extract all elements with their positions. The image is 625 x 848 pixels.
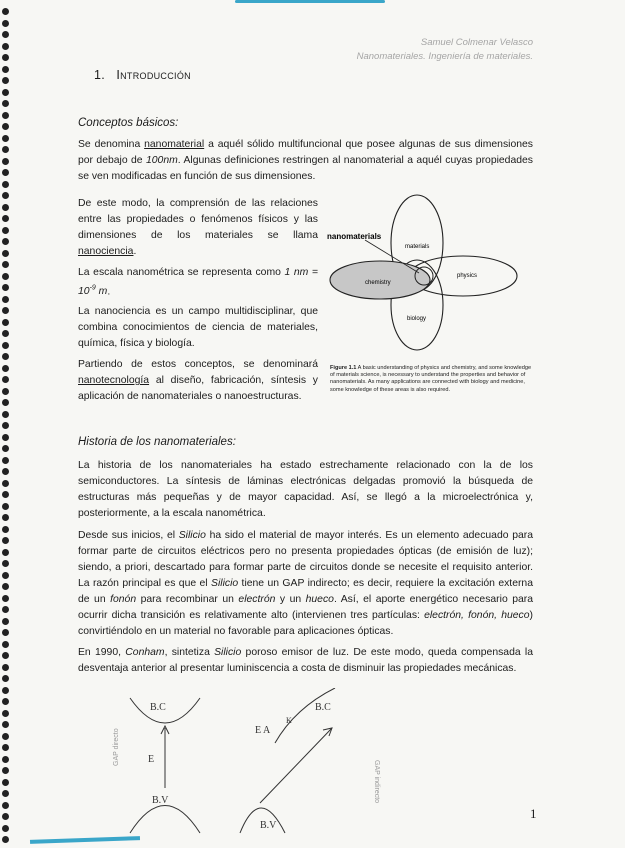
binding-hole xyxy=(2,158,9,165)
binding-hole xyxy=(2,572,9,579)
text-run: En 1990, xyxy=(78,647,126,658)
binding-hole xyxy=(2,744,9,751)
binding-hole xyxy=(2,549,9,556)
exponent: -9 xyxy=(89,285,96,292)
paragraph-nanotecnologia xyxy=(78,357,318,405)
chapter-title-text: Introducción xyxy=(116,68,191,82)
band-gap-sketch xyxy=(110,688,410,838)
text-run: Se denomina xyxy=(78,139,145,150)
binding-hole xyxy=(2,89,9,96)
label-gap-directo: GAP directo xyxy=(113,728,120,766)
binding-hole xyxy=(2,227,9,234)
binding-hole xyxy=(2,526,9,533)
binding-hole xyxy=(2,445,9,452)
binding-hole xyxy=(2,756,9,763)
edge-mark-top xyxy=(235,0,385,3)
binding-hole xyxy=(2,307,9,314)
binding-hole xyxy=(2,411,9,418)
binding-hole xyxy=(2,31,9,38)
text-run: al diseño, fabricación, síntesis y aplicación de nanomateriales o nanoestructuras. xyxy=(78,375,318,402)
binding-hole xyxy=(2,503,9,510)
binding-hole xyxy=(2,652,9,659)
text-run: De este modo, la comprensión de las relaciones entre las propiedades o fenómenos físicos y las dimensiones de los materiales se llama xyxy=(78,198,318,241)
page-header xyxy=(357,36,533,64)
term-silicio: Silicio xyxy=(211,578,239,589)
binding-hole xyxy=(2,836,9,843)
binding-hole xyxy=(2,284,9,291)
header-course: Nanomateriales. Ingeniería de materiales. xyxy=(356,51,533,62)
nanomaterials-diagram xyxy=(325,193,540,353)
term-silicio: Silicio xyxy=(214,647,242,658)
label-bc-direct: B.C xyxy=(150,702,166,713)
text-run: a aquél sólido multifuncional que posee algunas de sus dimensiones por debajo de xyxy=(78,139,533,166)
text-run: . xyxy=(107,286,111,298)
term-fonon: fonón xyxy=(110,594,137,605)
page-number: 1 xyxy=(530,806,537,821)
caption-label: Figure 1.1 xyxy=(330,365,357,371)
binding-hole xyxy=(2,250,9,257)
binding-hole xyxy=(2,273,9,280)
binding-hole xyxy=(2,388,9,395)
paragraph-nanociencia xyxy=(78,196,318,260)
binding-hole xyxy=(2,296,9,303)
text-run: Desde sus inicios, el xyxy=(78,530,179,541)
label-nanomaterials: nanomaterials xyxy=(327,232,382,241)
text-run: tiene un GAP indirecto; es decir, requiere la excitación externa de un xyxy=(78,578,533,605)
binding-hole xyxy=(2,204,9,211)
binding-hole xyxy=(2,77,9,84)
term-nanotecnologia: nanotecnología xyxy=(78,375,150,386)
binding-hole xyxy=(2,135,9,142)
binding-hole xyxy=(2,698,9,705)
binding-hole xyxy=(2,169,9,176)
binding-hole xyxy=(2,422,9,429)
label-physics: physics xyxy=(457,273,478,279)
binding-hole xyxy=(2,767,9,774)
label-bc-indirect: B.C xyxy=(315,702,331,713)
binding-hole xyxy=(2,342,9,349)
paragraph-conham xyxy=(78,645,533,677)
binding-hole xyxy=(2,687,9,694)
label-ea: E A xyxy=(255,725,271,736)
direct-valence-band xyxy=(130,806,200,834)
term-hueco: hueco xyxy=(305,594,334,605)
text-run: Partiendo de estos conceptos, se denominará xyxy=(78,359,318,370)
binding-hole xyxy=(2,365,9,372)
term-electron: electrón xyxy=(238,594,276,605)
binding-hole xyxy=(2,181,9,188)
equation: 1 nm = 10 xyxy=(78,267,319,298)
binding-hole xyxy=(2,66,9,73)
binding-hole xyxy=(2,537,9,544)
label-e-direct: E xyxy=(148,754,155,765)
paragraph-escala xyxy=(78,265,318,300)
binding-hole xyxy=(2,779,9,786)
text-run: La escala nanométrica se representa como xyxy=(78,267,285,278)
section-heading-historia: Historia de los nanomateriales: xyxy=(78,436,236,448)
paragraph-silicio xyxy=(78,528,533,640)
binding-hole xyxy=(2,457,9,464)
text-run: . Así, el aporte energético necesario para ocurrir dicha transición es relativamente alto (intervienen tres partículas: xyxy=(78,594,534,621)
binding-hole xyxy=(2,100,9,107)
label-biology: biology xyxy=(407,316,427,322)
label-materials: materials xyxy=(405,244,430,250)
term-silicio: Silicio xyxy=(178,530,206,541)
binding-hole xyxy=(2,330,9,337)
binding-hole xyxy=(2,583,9,590)
binding-hole xyxy=(2,790,9,797)
binding-hole xyxy=(2,664,9,671)
binding-hole xyxy=(2,54,9,61)
binding-hole xyxy=(2,399,9,406)
binding-hole xyxy=(2,733,9,740)
term-nanomaterial: nanomaterial xyxy=(144,139,205,150)
text-run: ha sido el material de mayor interés. Es un elemento adecuado para formar parte de circuitos eléctricos pero no presenta propiedades ópticas (de emisión de luz); siendo, a priori, descartado para formar parte de circuitos donde se necesite el requisito anterior. La razón principal es que el xyxy=(78,530,533,589)
binding-hole xyxy=(2,514,9,521)
binding-hole xyxy=(2,675,9,682)
binding-hole xyxy=(2,261,9,268)
term-conham: Conham xyxy=(125,647,165,658)
chapter-number: 1. xyxy=(94,68,106,82)
binding-hole xyxy=(2,491,9,498)
text-run: poroso emisor de luz. De este modo, queda compensada la desventaja anterior al presentar luminiscencia a costa de disminuir las propiedades mecánicas. xyxy=(78,647,533,674)
label-bv-direct: B.V xyxy=(152,795,169,806)
unit-m: m xyxy=(95,286,108,298)
paragraph-multidisciplinar: La nanociencia es un campo multidisciplinar, que combina conocimientos de ciencia de materiales, química, física y biología. xyxy=(78,306,318,349)
binding-hole xyxy=(2,238,9,245)
binding-hole xyxy=(2,629,9,636)
binding-hole xyxy=(2,123,9,130)
binding-hole xyxy=(2,112,9,119)
text-run: ) convirtiéndolo en un material no favorable para aplicaciones ópticas. xyxy=(78,610,533,637)
unit-100nm: 100nm xyxy=(145,155,178,166)
label-gap-indirecto: GAP indirecto xyxy=(373,760,380,804)
header-author: Samuel Colmenar Velasco xyxy=(420,37,533,48)
binding-hole xyxy=(2,43,9,50)
binding-hole xyxy=(2,353,9,360)
binding-hole xyxy=(2,146,9,153)
text-run: para recombinar un xyxy=(136,594,239,605)
binding-hole xyxy=(2,319,9,326)
section-heading-conceptos: Conceptos básicos: xyxy=(78,117,179,129)
spiral-binding xyxy=(0,0,14,848)
binding-hole xyxy=(2,376,9,383)
binding-hole xyxy=(2,434,9,441)
label-chemistry: chemistry xyxy=(365,280,391,286)
binding-hole xyxy=(2,560,9,567)
term-nanociencia: nanociencia xyxy=(78,246,134,257)
paragraph-historia: La historia de los nanomateriales ha estado estrechamente relacionado con la de los semiconductores. La síntesis de láminas electrónicas delgadas promovió la búsqueda de estructuras más pequeñas y de mayor capacidad. Así, se llegó a la microelectrónica y, posteriormente, a la escala nanométrica. xyxy=(78,460,533,519)
binding-hole xyxy=(2,480,9,487)
binding-hole xyxy=(2,721,9,728)
binding-hole xyxy=(2,641,9,648)
figure-caption xyxy=(330,365,535,394)
caption-text: A basic understanding of physics and chemistry, and some knowledge of materials science, is necessary to understand the properties and behavior of nanomaterials. As many applications are connected with biology and medicine, some knowledge of these areas is also required. xyxy=(330,365,532,393)
chapter-title xyxy=(94,68,191,82)
binding-hole xyxy=(2,618,9,625)
binding-hole xyxy=(2,192,9,199)
binding-hole xyxy=(2,595,9,602)
text-run: . xyxy=(133,246,137,257)
binding-hole xyxy=(2,215,9,222)
binding-hole xyxy=(2,802,9,809)
binding-hole xyxy=(2,825,9,832)
binding-hole xyxy=(2,468,9,475)
paragraph-nanomaterial xyxy=(78,137,533,185)
label-k: K xyxy=(286,716,292,725)
binding-hole xyxy=(2,813,9,820)
term-particulas: electrón, fonón, hueco xyxy=(424,610,530,621)
binding-hole xyxy=(2,606,9,613)
text-run: , sintetiza xyxy=(164,647,215,658)
indirect-transition-arrow xyxy=(260,728,332,803)
text-run: . Algunas definiciones restringen al nanomaterial a aquél cuyas propiedades se ven modificadas en función de sus dimensiones. xyxy=(78,155,533,182)
text-run: y un xyxy=(275,594,306,605)
label-bv-indirect: B.V xyxy=(260,820,277,831)
binding-hole xyxy=(2,710,9,717)
binding-hole xyxy=(2,8,9,15)
binding-hole xyxy=(2,20,9,27)
